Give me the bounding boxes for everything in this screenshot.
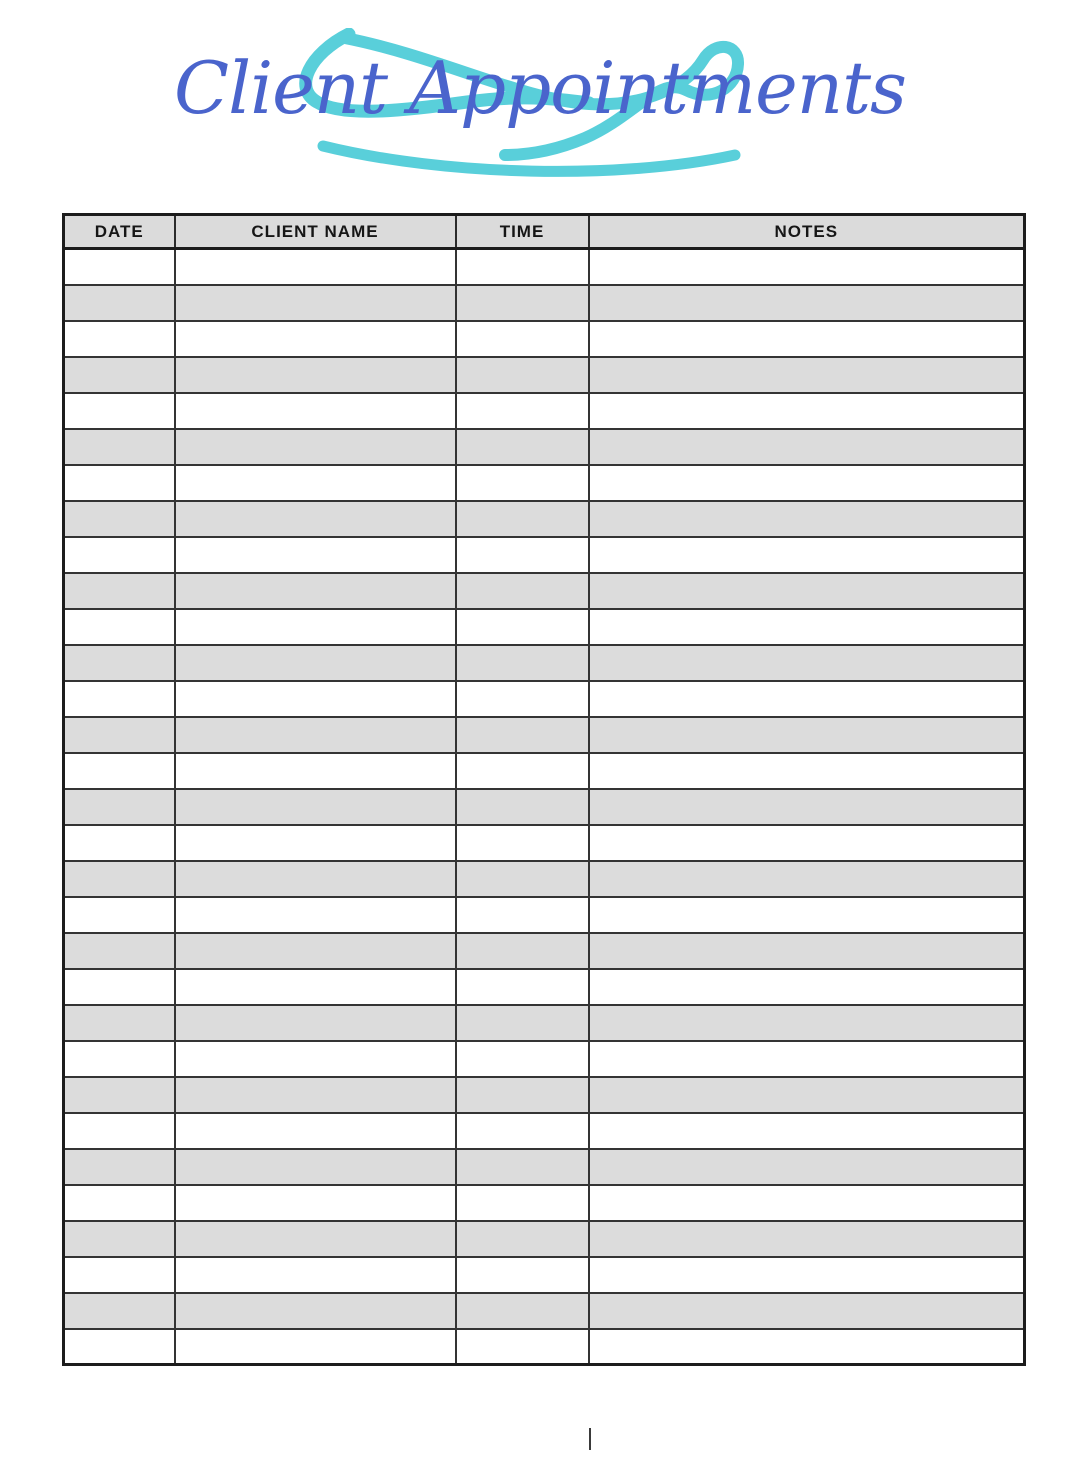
empty-cell <box>589 573 1025 609</box>
empty-cell <box>589 1041 1025 1077</box>
empty-cell <box>456 1293 589 1329</box>
table-row <box>64 249 1025 285</box>
empty-cell <box>175 393 456 429</box>
empty-cell <box>64 789 175 825</box>
empty-cell <box>175 609 456 645</box>
empty-cell <box>64 1329 175 1365</box>
empty-cell <box>175 645 456 681</box>
empty-cell <box>589 609 1025 645</box>
table-row <box>64 753 1025 789</box>
empty-cell <box>175 1293 456 1329</box>
empty-cell <box>589 357 1025 393</box>
table-row <box>64 717 1025 753</box>
empty-cell <box>64 609 175 645</box>
empty-cell <box>64 825 175 861</box>
empty-cell <box>64 1113 175 1149</box>
empty-cell <box>64 933 175 969</box>
table-row <box>64 897 1025 933</box>
empty-cell <box>456 1257 589 1293</box>
table-row <box>64 573 1025 609</box>
empty-cell <box>64 573 175 609</box>
column-header-notes: NOTES <box>589 215 1025 249</box>
empty-cell <box>456 861 589 897</box>
table-row <box>64 609 1025 645</box>
empty-cell <box>64 1077 175 1113</box>
empty-cell <box>589 825 1025 861</box>
empty-cell <box>64 681 175 717</box>
empty-cell <box>456 501 589 537</box>
empty-cell <box>456 681 589 717</box>
empty-cell <box>456 393 589 429</box>
empty-cell <box>456 465 589 501</box>
column-header-client-name: CLIENT NAME <box>175 215 456 249</box>
empty-cell <box>589 393 1025 429</box>
empty-cell <box>175 1221 456 1257</box>
empty-cell <box>456 1041 589 1077</box>
empty-cell <box>456 789 589 825</box>
table-row <box>64 1041 1025 1077</box>
column-header-time: TIME <box>456 215 589 249</box>
empty-cell <box>589 429 1025 465</box>
empty-cell <box>175 429 456 465</box>
empty-cell <box>175 249 456 285</box>
page-title: Client Appointments <box>174 46 906 130</box>
empty-cell <box>175 1257 456 1293</box>
empty-cell <box>589 681 1025 717</box>
empty-cell <box>64 645 175 681</box>
table-row <box>64 321 1025 357</box>
empty-cell <box>175 1041 456 1077</box>
table-row <box>64 789 1025 825</box>
empty-cell <box>175 537 456 573</box>
empty-cell <box>456 717 589 753</box>
empty-cell <box>589 1185 1025 1221</box>
empty-cell <box>456 933 589 969</box>
table-row <box>64 501 1025 537</box>
empty-cell <box>589 789 1025 825</box>
table-row <box>64 1113 1025 1149</box>
empty-cell <box>175 285 456 321</box>
table-row <box>64 1293 1025 1329</box>
empty-cell <box>456 609 589 645</box>
empty-cell <box>589 861 1025 897</box>
empty-cell <box>175 789 456 825</box>
empty-cell <box>589 969 1025 1005</box>
appointments-table <box>62 213 1026 1366</box>
empty-cell <box>175 1077 456 1113</box>
empty-cell <box>589 1149 1025 1185</box>
empty-cell <box>64 1293 175 1329</box>
table-row <box>64 465 1025 501</box>
empty-cell <box>175 861 456 897</box>
empty-cell <box>175 501 456 537</box>
empty-cell <box>456 1005 589 1041</box>
empty-cell <box>175 969 456 1005</box>
empty-cell <box>456 897 589 933</box>
empty-cell <box>64 717 175 753</box>
table-row <box>64 429 1025 465</box>
empty-cell <box>456 645 589 681</box>
empty-cell <box>456 429 589 465</box>
empty-cell <box>175 1329 456 1365</box>
table-row <box>64 1257 1025 1293</box>
empty-cell <box>64 285 175 321</box>
table-row <box>64 1329 1025 1365</box>
empty-cell <box>456 249 589 285</box>
table-row <box>64 1221 1025 1257</box>
empty-cell <box>456 1113 589 1149</box>
empty-cell <box>175 933 456 969</box>
empty-cell <box>456 321 589 357</box>
empty-cell <box>456 1329 589 1365</box>
empty-cell <box>589 933 1025 969</box>
empty-cell <box>175 321 456 357</box>
table-row <box>64 825 1025 861</box>
empty-cell <box>64 897 175 933</box>
empty-cell <box>64 393 175 429</box>
empty-cell <box>175 465 456 501</box>
empty-cell <box>589 1329 1025 1365</box>
table-row <box>64 681 1025 717</box>
empty-cell <box>456 1221 589 1257</box>
table-row <box>64 1077 1025 1113</box>
empty-cell <box>589 753 1025 789</box>
empty-cell <box>175 357 456 393</box>
empty-cell <box>589 537 1025 573</box>
empty-cell <box>64 1005 175 1041</box>
empty-cell <box>175 753 456 789</box>
table-row <box>64 357 1025 393</box>
empty-cell <box>64 501 175 537</box>
empty-cell <box>589 321 1025 357</box>
table-row <box>64 1149 1025 1185</box>
empty-cell <box>175 1185 456 1221</box>
empty-cell <box>64 429 175 465</box>
table-row <box>64 969 1025 1005</box>
empty-cell <box>64 1221 175 1257</box>
empty-cell <box>64 249 175 285</box>
empty-cell <box>64 753 175 789</box>
table-row <box>64 933 1025 969</box>
empty-cell <box>175 825 456 861</box>
empty-cell <box>175 717 456 753</box>
empty-cell <box>64 969 175 1005</box>
empty-cell <box>589 1293 1025 1329</box>
table-row <box>64 1005 1025 1041</box>
table-body <box>64 249 1025 1365</box>
empty-cell <box>64 465 175 501</box>
empty-cell <box>589 897 1025 933</box>
empty-cell <box>175 1005 456 1041</box>
empty-cell <box>589 1113 1025 1149</box>
empty-cell <box>456 1185 589 1221</box>
title-banner <box>0 0 1080 213</box>
empty-cell <box>64 357 175 393</box>
empty-cell <box>456 753 589 789</box>
table-row <box>64 537 1025 573</box>
empty-cell <box>64 1149 175 1185</box>
table-header-row <box>64 215 1025 249</box>
empty-cell <box>456 285 589 321</box>
empty-cell <box>456 537 589 573</box>
empty-cell <box>64 861 175 897</box>
empty-cell <box>64 1041 175 1077</box>
empty-cell <box>589 1221 1025 1257</box>
scan-artifact-line <box>589 1428 591 1450</box>
empty-cell <box>175 681 456 717</box>
empty-cell <box>64 537 175 573</box>
table-row <box>64 861 1025 897</box>
empty-cell <box>589 501 1025 537</box>
empty-cell <box>589 465 1025 501</box>
empty-cell <box>175 573 456 609</box>
empty-cell <box>456 969 589 1005</box>
empty-cell <box>175 897 456 933</box>
empty-cell <box>456 825 589 861</box>
empty-cell <box>64 1257 175 1293</box>
empty-cell <box>589 249 1025 285</box>
empty-cell <box>589 717 1025 753</box>
empty-cell <box>64 321 175 357</box>
column-header-date: DATE <box>64 215 175 249</box>
empty-cell <box>456 1149 589 1185</box>
table-header <box>64 215 1025 249</box>
empty-cell <box>589 645 1025 681</box>
table-row <box>64 285 1025 321</box>
table-row <box>64 645 1025 681</box>
empty-cell <box>589 1005 1025 1041</box>
empty-cell <box>456 357 589 393</box>
empty-cell <box>589 1257 1025 1293</box>
table-row <box>64 1185 1025 1221</box>
empty-cell <box>589 285 1025 321</box>
empty-cell <box>175 1113 456 1149</box>
empty-cell <box>456 1077 589 1113</box>
empty-cell <box>175 1149 456 1185</box>
empty-cell <box>589 1077 1025 1113</box>
empty-cell <box>64 1185 175 1221</box>
table-row <box>64 393 1025 429</box>
empty-cell <box>456 573 589 609</box>
